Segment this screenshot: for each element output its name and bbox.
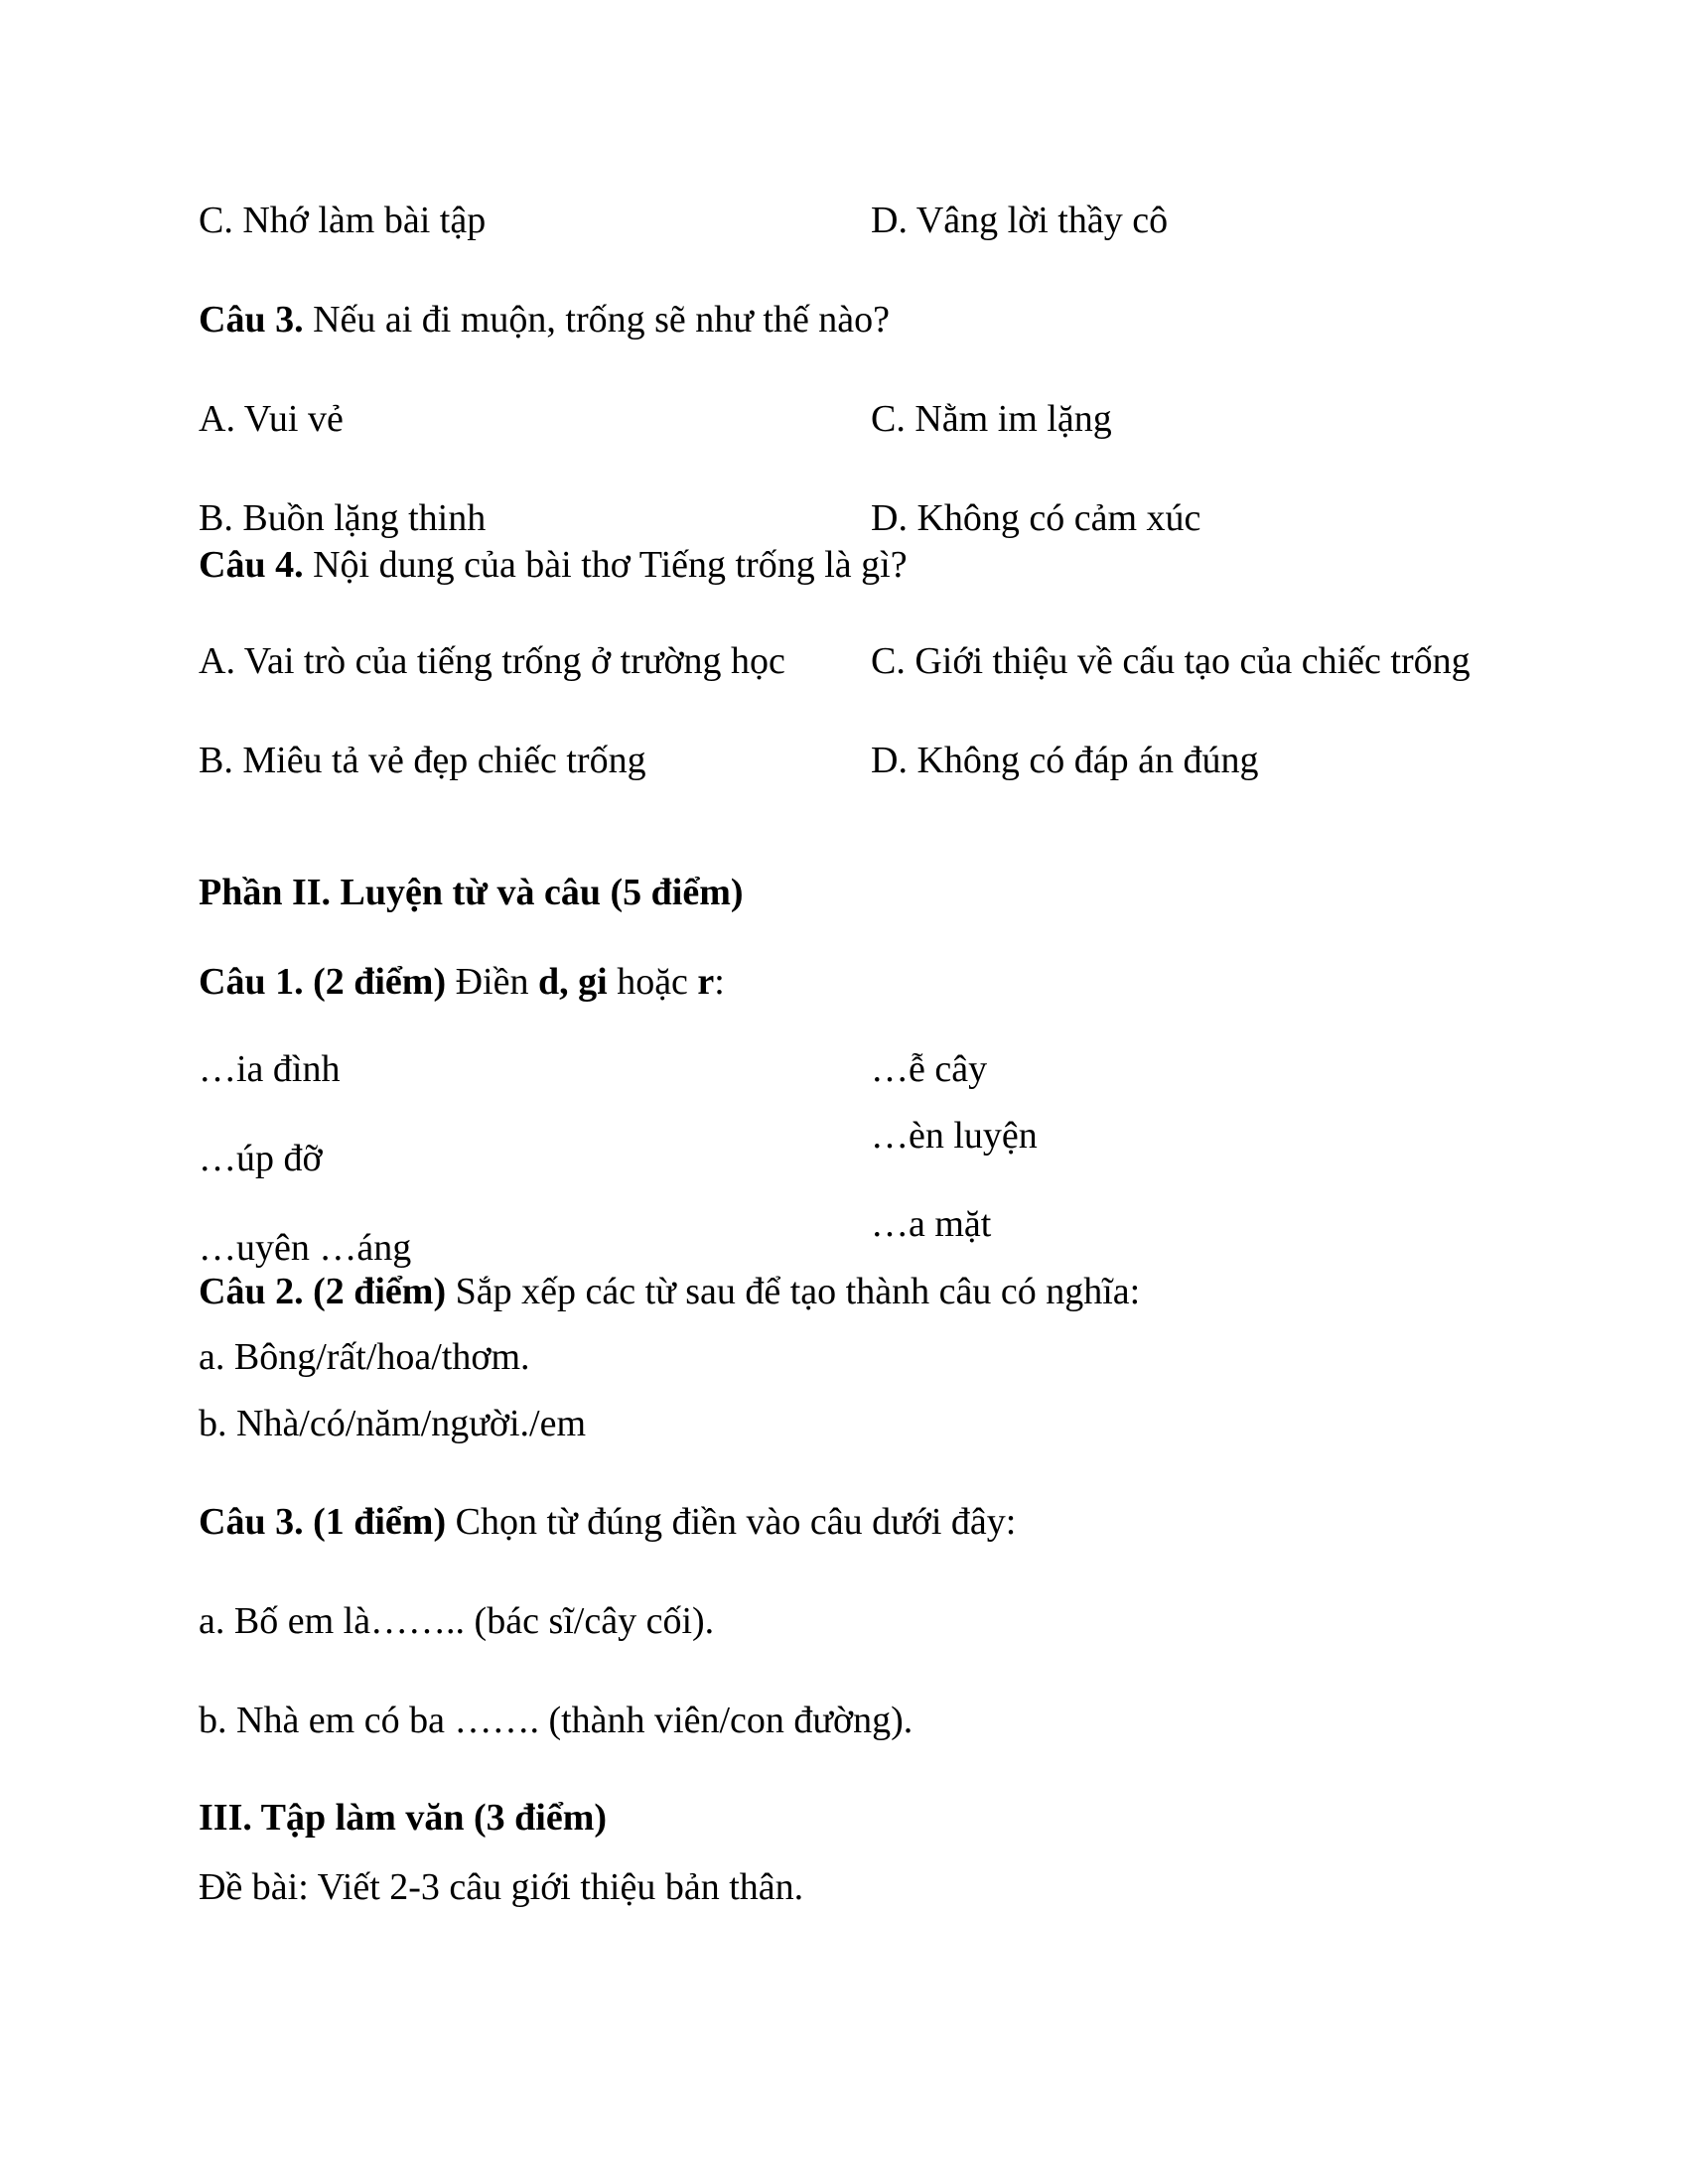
q3-option-c: C. Nằm im lặng: [871, 398, 1112, 440]
part2-q1-letters: d, gi: [537, 961, 608, 1003]
q3-label: Câu 3.: [199, 299, 304, 341]
part2-q3-text: Chọn từ đúng điền vào câu dưới đây:: [446, 1501, 1017, 1543]
choose-item-a: a. Bố em là…….. (bác sĩ/cây cối).: [199, 1600, 715, 1642]
fill-item-left-2: …úp đỡ: [199, 1138, 323, 1179]
part2-q1-text: Điền: [446, 961, 538, 1003]
q2-option-d: D. Vâng lời thầy cô: [871, 200, 1169, 241]
part2-q1-text-or: hoặc: [607, 961, 698, 1003]
q2-option-c: C. Nhớ làm bài tập: [199, 200, 487, 241]
q4-option-b: B. Miêu tả vẻ đẹp chiếc trống: [199, 740, 646, 781]
q3-question: [199, 301, 890, 339]
part3-prompt: Đề bài: Viết 2-3 câu giới thiệu bản thân.: [199, 1866, 804, 1908]
q3-option-a: A. Vui vẻ: [199, 398, 344, 440]
fill-item-left-3: …uyên …áng: [199, 1227, 412, 1269]
arrange-item-a: a. Bông/rất/hoa/thơm.: [199, 1336, 530, 1378]
part2-q1-colon: :: [714, 961, 725, 1003]
q4-question: [199, 546, 908, 584]
part2-q1-letter-r: r: [697, 961, 715, 1003]
part2-q1-label: Câu 1. (2 điểm): [199, 961, 447, 1003]
fill-item-left-1: …ia đình: [199, 1048, 341, 1090]
part2-q1-question: [199, 963, 725, 1001]
part2-q3-label: Câu 3. (1 điểm): [199, 1501, 447, 1543]
part2-heading: Phần II. Luyện từ và câu (5 điểm): [199, 872, 744, 913]
fill-item-right-2: …èn luyện: [871, 1115, 1038, 1157]
fill-item-right-1: …ễ cây: [871, 1048, 988, 1090]
q3-option-b: B. Buồn lặng thinh: [199, 497, 487, 539]
arrange-item-b: b. Nhà/có/năm/người./em: [199, 1403, 587, 1444]
q4-label: Câu 4.: [199, 544, 304, 586]
q3-option-d: D. Không có cảm xúc: [871, 497, 1201, 539]
q4-text: Nội dung của bài thơ Tiếng trống là gì?: [303, 544, 908, 586]
q4-option-c: C. Giới thiệu về cấu tạo của chiếc trống: [871, 640, 1471, 682]
q4-option-a: A. Vai trò của tiếng trống ở trường học: [199, 640, 785, 682]
part2-q2-question: [199, 1273, 1140, 1310]
part3-heading: III. Tập làm văn (3 điểm): [199, 1797, 608, 1839]
choose-item-b: b. Nhà em có ba ……. (thành viên/con đường).: [199, 1700, 914, 1741]
part2-q2-text: Sắp xếp các từ sau để tạo thành câu có nghĩa:: [446, 1271, 1141, 1312]
part2-q3-question: [199, 1503, 1016, 1541]
part2-q2-label: Câu 2. (2 điểm): [199, 1271, 447, 1312]
q4-option-d: D. Không có đáp án đúng: [871, 740, 1259, 781]
fill-item-right-3: …a mặt: [871, 1203, 992, 1245]
q3-text: Nếu ai đi muộn, trống sẽ như thế nào?: [303, 299, 891, 341]
